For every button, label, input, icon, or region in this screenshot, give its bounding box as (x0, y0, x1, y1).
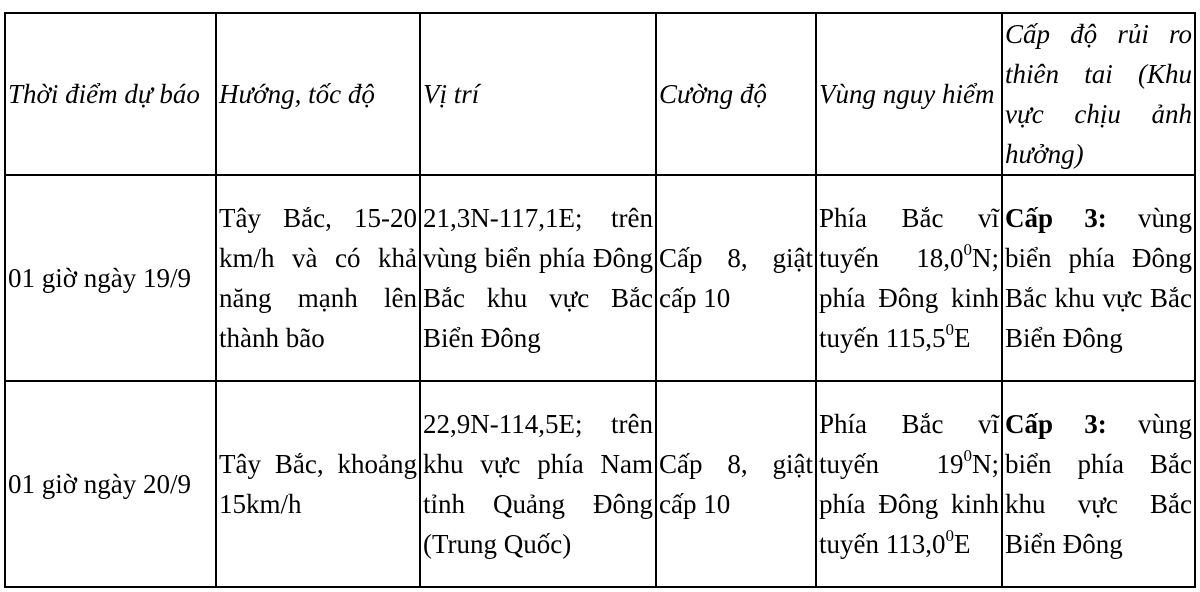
degree-symbol: 0 (963, 240, 972, 259)
risk-level-label: Cấp 3: (1005, 203, 1107, 233)
table-header-row (5, 13, 1195, 175)
cell-position: 21,3N-117,1E; trên vùng biển phía Đông Bắc khu vực Bắc Biển Đông (420, 175, 656, 381)
cell-intensity: Cấp 8, giật cấp 10 (656, 381, 816, 587)
cell-forecast-time: 01 giờ ngày 19/9 (5, 175, 216, 381)
header-risk-level: Cấp độ rủi ro thiên tai (Khu vực chịu ảnh hưởng) (1002, 13, 1195, 175)
danger-east-text: phía Đông kinh tuyến 113,0 (819, 489, 999, 559)
header-forecast-time: Thời điểm dự báo (5, 13, 216, 175)
danger-east-suffix: E (953, 323, 971, 353)
cell-intensity: Cấp 8, giật cấp 10 (656, 175, 816, 381)
header-direction-speed: Hướng, tốc độ (216, 13, 420, 175)
table-row (5, 381, 1195, 587)
danger-north-suffix: N; (972, 243, 999, 273)
danger-north-text: Phía Bắc vĩ tuyến 18,0 (819, 203, 999, 273)
degree-symbol: 0 (963, 446, 972, 465)
degree-symbol: 0 (945, 320, 954, 339)
danger-east-suffix: E (953, 529, 971, 559)
cell-risk-level (1002, 381, 1195, 587)
risk-area-text: vùng biển phía Đông Bắc khu vực Bắc Biển Đông (1005, 203, 1192, 353)
risk-area-text: vùng biển phía Bắc khu vực Bắc Biển Đông (1005, 409, 1192, 559)
header-intensity: Cường độ (656, 13, 816, 175)
cell-danger-zone (816, 381, 1002, 587)
header-position: Vị trí (420, 13, 656, 175)
forecast-table (4, 12, 1196, 588)
degree-symbol: 0 (945, 526, 954, 545)
cell-direction-speed: Tây Bắc, 15-20 km/h và có khả năng mạnh lên thành bão (216, 175, 420, 381)
cell-risk-level (1002, 175, 1195, 381)
cell-danger-zone (816, 175, 1002, 381)
danger-north-suffix: N; (972, 449, 999, 479)
table-row (5, 175, 1195, 381)
risk-level-label: Cấp 3: (1005, 409, 1107, 439)
cell-forecast-time: 01 giờ ngày 20/9 (5, 381, 216, 587)
cell-direction-speed: Tây Bắc, khoảng 15km/h (216, 381, 420, 587)
danger-east-text: phía Đông kinh tuyến 115,5 (819, 283, 999, 353)
cell-position: 22,9N-114,5E; trên khu vực phía Nam tỉnh Quảng Đông (Trung Quốc) (420, 381, 656, 587)
header-danger-zone: Vùng nguy hiểm (816, 13, 1002, 175)
danger-north-text: Phía Bắc vĩ tuyến 19 (819, 409, 999, 479)
